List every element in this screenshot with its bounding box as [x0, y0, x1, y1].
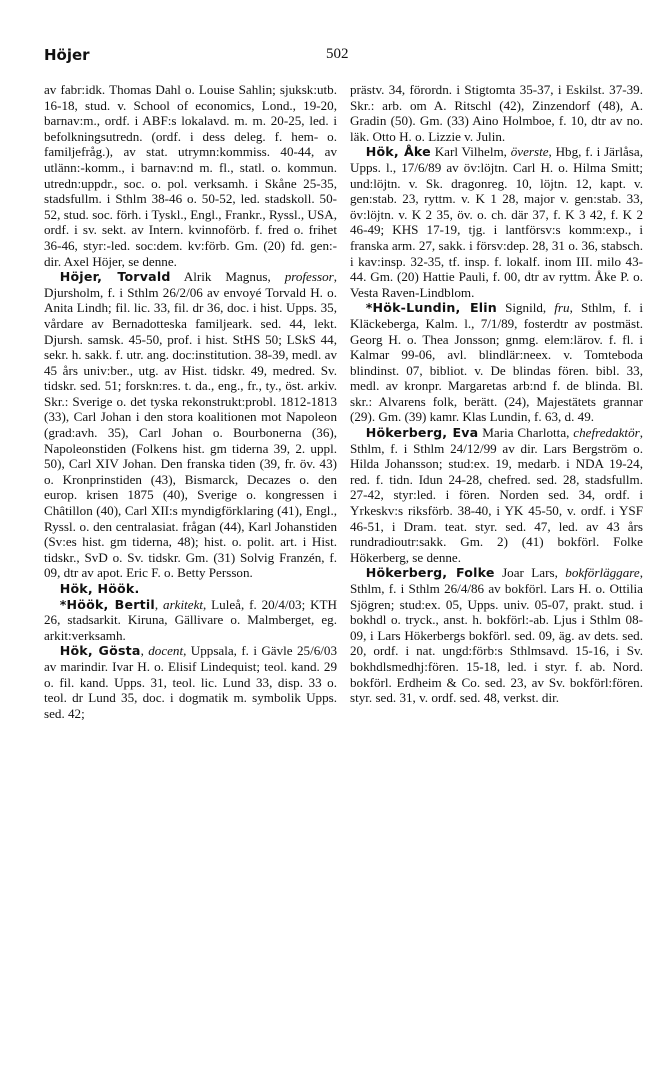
occupation-title: chefredaktör [573, 425, 640, 441]
entry-text: Joar Lars, bokförläggare, Sthlm, f. i Sthlm 26/4/86 av bokförl. Lars H. o. Ottilia Sjögren; stud:ex. 05, Upps. univ. 05-07, prakt. stud. i bokhdl o. tryck., anst. h. bokförl:-ab. Ljus i Sthlm 08-09, i Lars Hökerbergs bokförl. sed. 09, äg. av dets. sed. 20, ordf. i nat. ungd:förb:s Sthlmsavd. 15-16, i Sv. bokhdlsmedhj:fören. 15-18, led. i styr. f. ab. Nord. bokförl. Erdheim & Co. sed. 23, av Sv. bokförl:fören. styr. sed. 31, v. ordf. sed. 48, verkst. dir. [350, 565, 643, 706]
entry-headword: *Hök-Lundin, Elin [365, 300, 497, 316]
occupation-title: arkitekt [163, 596, 204, 612]
entry-text: Signild, fru, Sthlm, f. i Kläckeberga, Kalm. l., 7/1/89, fosterdtr av postmäst. Georg H. o. Thea Jonsson; gnmg. elem:lärov. f. fl. i Kalmar 99-06, avl. blindlär:neex. v. Tomteboda blindinst. 07, bibliot. v. De blindas fören. bibl. 33, medl. av kronpr. Margaretas arb:nd f. de blinda. Bl. skr.: Alvarens folk, berätt. (24), Majestätets grannar (29). Gm. (39) kamr. Klas Lundin, f. 63, d. 49. [350, 300, 643, 425]
entry [350, 300, 643, 425]
occupation-title: professor [284, 269, 334, 285]
occupation-title: bokförläggare [565, 565, 640, 581]
entry-text: Alrik Magnus, professor, Djursholm, f. i Sthlm 26/2/06 av envoyé Torvald H. o. Anita Lindh; fil. lic. 33, fil. dr 36, doc. i hist. Upps. 35, vårdare av Bernadotteska familjeark. sed. 44, lekt. Djursh. samsk. 45-50, prof. i hist. StHS 50; LSkS 44, sekr. h. sakk. f. utr. ang. doc:institution. 38-39, medl. av 45 års univ:ber., utg. av Hist. tidskr. 49, medred. Sv. tidskr. sed. 51; forskn:res. t. da., eng., fr., ty., öst. arkiv. Skr.: Sverige o. det tyska rekonstrukt:probl. 1812-1813 (33), Carl Johan i den stora koalitionen mot Napoleon (grad:avh. 35), Carl Johan o. Bourbonerna (36), Napoleonstiden (Folkens hist. gm tiderna 39, 2. uppl. 50), Carl XIV Johan. Den franska tiden (39, fr. öv. 43) o. Kronprinstiden (43), Bismarck, Decazes o. den europ. krisen 1875 (40), Sverige o. kongressen i Châtillon (40), Carl XII:s myndigförklaring (41), Engl., Ryssl. o. den centralasiat. frågan (44), Karl Johanstiden (Sv:es hist. gm tiderna, 48); hist. o. polit. art. i Hist. tidskr., SvD o. Sv. tidskr. Gm. (31) Solvig Franzén, f. 09, dtr av apot. Eric F. o. Betty Persson. [44, 269, 337, 581]
entry-continuation [44, 82, 337, 269]
entry [44, 643, 337, 721]
entry-headword: *Höök, Bertil [59, 596, 155, 612]
occupation-title: fru [554, 300, 570, 316]
entry-text: av fabr:idk. Thomas Dahl o. Louise Sahlin; sjuksk:utb. 16-18, stud. v. School of economics, Lond., 19-20, barnav:m., ordf. i ABF:s lokalavd. m. m. 20-25, led. i befolkningsutredn. (ordf. i dess deleg. f. hem- o. familjefråg.), av stat. utrymn:kommiss. 40-44, av utlänn:-komm., i barnav:nd m. fl., statl. o. kommun. utredn:uppdr., soc. o. pol. verksamh. i Skåne 25-35, stadsfullm. i Sthlm 38-46 o. 50-52, led. stadskoll. 50-52, stud. soc. förh. i Tyskl., Engl., Frankr., Ryssl., USA, ordf. i sv. sekt. av Intern. kvinnoförb. f. fred o. frihet 36-46, styr:-led. soc:dem. kv:förb. Gm. (20) fd. gen:-dir. Axel Höjer, se denne. [44, 82, 337, 269]
entry [350, 565, 643, 705]
running-head-word: Höjer [44, 46, 90, 64]
left-column [44, 82, 337, 721]
entry-headword: Höjer, Torvald [59, 269, 171, 285]
entry-continuation [350, 82, 643, 144]
entry [350, 144, 643, 300]
entry-headword: Hök, Åke [365, 144, 431, 160]
cross-reference-entry [44, 581, 337, 597]
entry-headword: Hökerberg, Folke [365, 565, 495, 581]
entry-text: , arkitekt, Luleå, f. 20/4/03; KTH 26, stadsarkit. Kiruna, Gällivare o. Malmberget, eg. arkit:verksamh. [44, 596, 338, 643]
entry [44, 269, 337, 581]
entry-headword: Hökerberg, Eva [365, 425, 479, 441]
entry [350, 425, 643, 565]
page-number: 502 [326, 46, 349, 62]
entry-text: Karl Vilhelm, överste, Hbg, f. i Järlåsa, Upps. l., 17/6/89 av öv:löjtn. Carl H. o. Hilma Smitt; und:löjtn. v. Sk. dragonreg. 10, löjtn. 12, kapt. v. gen:stab. 23, ryttm. v. K 1 28, major v. gen:stab. 33, öv:löjtn. v. K 2 35, öv. o. ch. där 37, f. K 3 42, f. K 2 46-49; KHS 17-19, tjg. i lantförsv:s komm:exp., i franska arm. 27, sakk. i försv:dep. 28, 31 o. 36, stabsch. i kav:insp. 32-35, tf. insp. f. lokalf. inom III. milo 43-44. Gm. (20) Hattie Pauli, f. 00, dtr av ryttm. Åke P. o. Vesta Raven-Lindblom. [350, 144, 643, 300]
occupation-title: docent [148, 643, 184, 659]
right-column [350, 82, 643, 706]
occupation-title: överste [510, 144, 549, 160]
entry-headword: Hök, Höök. [59, 581, 140, 596]
running-head [0, 46, 656, 68]
entry-text: prästv. 34, förordn. i Stigtomta 35-37, i Eskilst. 37-39. Skr.: arb. om A. Ritschl (42), Zinzendorf (48), A. Gradin (50). Gm. (33) Aino Holmboe, f. 10, dtr av no. läk. Otto H. o. Lizzie v. Julin. [350, 82, 643, 144]
entry-text: Maria Charlotta, chefredaktör, Sthlm, f. i Sthlm 24/12/99 av dir. Lars Bergström o. Hilda Johansson; stud:ex. 19, medarb. i NDA 19-24, red. f. tidn. Idun 24-28, chefred. sed. 28, stadsfullm. 27-42, styr:led. i fören. Norden sed. 34, ordf. i Yrkeskv:s riksförb. 38-40, i YK 45-50, v. ordf. i YSF 46-51, i Dram. teat. styr. sed. 47, led. av 43 års rundradioutr:sakk. Gm. 2) (41) bokförl. Folke Hökerberg, se denne. [350, 425, 643, 565]
entry [44, 597, 337, 644]
entry-text: , docent, Uppsala, f. i Gävle 25/6/03 av marindir. Ivar H. o. Elisif Lindequist; teol. kand. 29 o. fil. kand. Upps. 31, teol. lic. Lund 33, disp. 33 o. teol. dr Lund 35, doc. i dogmatik m. symbolik Upps. sed. 42; [44, 643, 337, 721]
entry-headword: Hök, Gösta [59, 643, 141, 659]
